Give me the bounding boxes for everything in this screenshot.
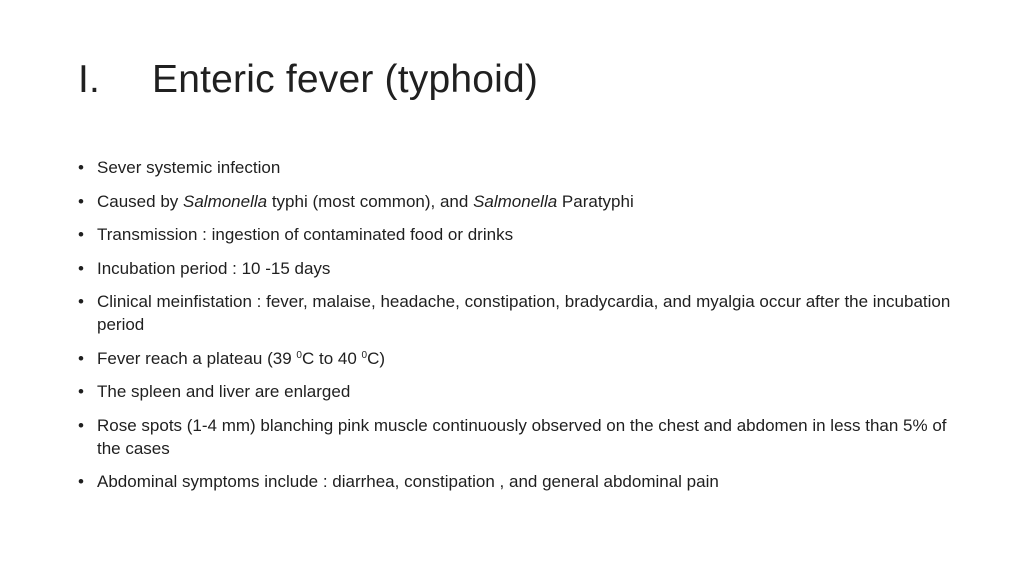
bullet-text-part: Paratyphi <box>557 191 634 211</box>
list-item <box>78 470 958 493</box>
bullet-icon: • <box>78 472 84 491</box>
bullet-text: Clinical meinfistation : fever, malaise, headache, constipation, bradycardia, and myalgia occur after the incubation period <box>97 292 951 334</box>
bullet-text: Abdominal symptoms include : diarrhea, constipation , and general abdominal pain <box>97 472 719 491</box>
bullet-text: Sever systemic infection <box>97 158 281 177</box>
list-item <box>78 414 958 460</box>
bullet-icon: • <box>78 382 84 401</box>
bullet-text: Rose spots (1-4 mm) blanching pink muscle continuously observed on the chest and abdomen in less than 5% of the cases <box>97 415 947 458</box>
bullet-icon: • <box>78 415 84 435</box>
bullet-text-part: Fever reach a plateau (39 <box>97 348 297 368</box>
bullet-icon: • <box>78 158 84 177</box>
list-item <box>78 347 958 370</box>
organism-name: Salmonella <box>473 191 558 211</box>
list-item <box>78 257 958 280</box>
bullet-icon: • <box>78 258 84 278</box>
list-item <box>78 223 958 246</box>
list-item <box>78 190 958 213</box>
bullet-text: Transmission : ingestion of contaminated food or drinks <box>97 225 514 244</box>
degree-superscript: 0 <box>296 349 302 361</box>
bullet-icon: • <box>78 292 84 311</box>
bullet-text-part: typhi (most common), and <box>267 191 474 211</box>
degree-superscript: 0 <box>361 349 368 361</box>
title-text: Enteric fever (typhoid) <box>152 58 539 101</box>
bullet-icon: • <box>78 191 84 211</box>
bullet-text: The spleen and liver are enlarged <box>97 382 351 401</box>
list-item <box>78 290 958 336</box>
list-item <box>78 380 958 403</box>
list-item <box>78 156 958 179</box>
bullet-icon: • <box>78 225 84 244</box>
bullet-text-part: C to 40 <box>301 348 362 368</box>
bullet-text: Incubation period : 10 -15 days <box>97 258 331 278</box>
organism-name: Salmonella <box>183 191 268 211</box>
bullet-icon: • <box>78 348 84 368</box>
slide-title <box>78 58 538 102</box>
title-number: I. <box>78 58 101 101</box>
bullet-text-part: Caused by <box>97 191 183 211</box>
bullet-text-part: C) <box>367 348 386 368</box>
bullet-list <box>78 156 958 504</box>
